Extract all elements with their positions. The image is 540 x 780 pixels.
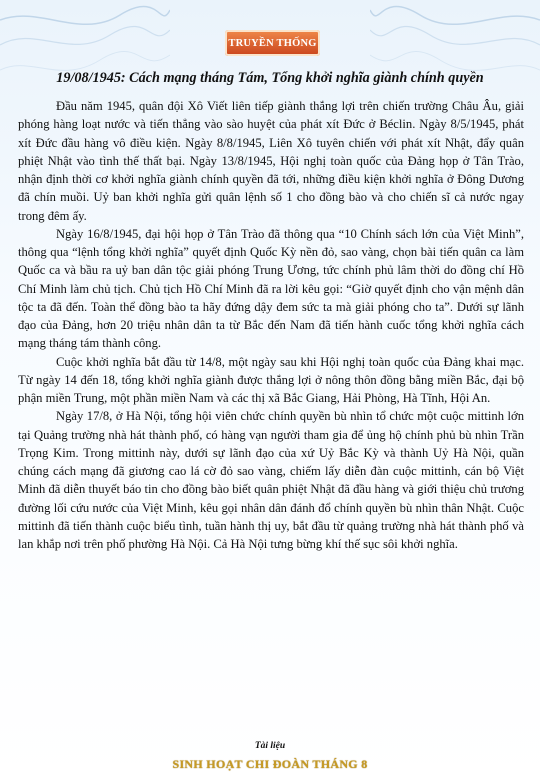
section-banner — [225, 30, 320, 56]
article-paragraph: Ngày 16/8/1945, đại hội họp ở Tân Trào đã thông qua “10 Chính sách lớn của Việt Minh”, thông qua “lệnh tổng khởi nghĩa” quyết định Quốc Kỳ nền đỏ, sao vàng, chọn bài tiến quân ca làm Quốc ca và bầu ra uỷ ban dân tộc giải phóng Trung Ương, tức chính phủ lâm thời do đồng chí Hồ Chí Minh làm chủ tịch. Chủ tịch Hồ Chí Minh đã ra lời kêu gọi: “Giờ quyết định cho vận mệnh dân tộc ta đã đến. Toàn thể đồng bào ta hãy đứng dậy đem sức ta mà giải phóng cho ta”. Dưới sự lãnh đạo của Đảng, hơn 20 triệu nhân dân ta từ Bắc đến Nam đã tiến hành cuốc tổng khởi nghĩa cách mạng tháng tám thành công. — [18, 226, 524, 351]
article-title: 19/08/1945: Cách mạng tháng Tám, Tổng khởi nghĩa giành chính quyền — [56, 70, 484, 86]
footer-source-label: Tài liệu — [254, 741, 286, 751]
article-paragraph: Ngày 17/8, ở Hà Nội, tổng hội viên chức chính quyền bù nhìn tổ chức một cuộc mittinh lớn tại Quảng trường nhà hát thành phố, có hàng vạn người tham gia để ủng hộ chính phủ bù nhìn Trần Trọng Kim. Trong mittinh này, dưới sự lãnh đạo của xứ Uỷ Bắc Kỳ và thành Uỷ Hà Nội, quần chúng cách mạng đã giương cao lá cờ đỏ sao vàng, chiếm lấy diễn đàn cuộc mittinh, cán bộ Việt Minh đã diễn thuyết báo tin cho đồng bào biết quân phiệt Nhật đã đầu hàng và giới thiệu chủ trương đường lối cứu nước của Việt Minh, kêu gọi nhân dân đánh đổ chính quyền bù nhìn thân Nhật. Cuộc mittinh đã tiến thành cuộc biểu tình, tuần hành thị uy, bắt đầu từ quảng trường nhà hát thành phố và lan khắp nơi trên phố phường Hà Nội. Cả Hà Nội tưng bừng khí thế sục sôi khởi nghĩa. — [18, 409, 524, 551]
footer-brand: SINH HOẠT CHI ĐOÀN THÁNG 8 — [172, 757, 368, 771]
section-banner-label: TRUYỀN THỐNG — [228, 37, 317, 49]
article-paragraph: Cuộc khởi nghĩa bắt đầu từ 14/8, một ngày sau khi Hội nghị toàn quốc của Đảng khai mạc. Từ ngày 14 đến 18, tổng khởi nghĩa giành được thắng lợi ở nông thôn đồng bằng miền Bắc, đại bộ phận miền Trung, một phần miền Nam và các thị xã Bắc Giang, Hải Phòng, Hà Tĩnh, Hội An. — [18, 354, 524, 405]
article-body — [18, 97, 524, 553]
article-paragraph: Đầu năm 1945, quân đội Xô Viết liên tiếp giành thắng lợi trên chiến trường Châu Âu, giải phóng hàng loạt nước và tiến thẳng vào sào huyệt của phát xít Đức ở Béclin. Ngày 8/5/1945, phát xít Đức đầu hàng vô điều kiện. Ngày 8/8/1945, Liên Xô tuyên chiến với phát xít Nhật, đẩy quân phiệt Nhật vào tình thế thất bại. Ngày 13/8/1945, Hội nghị toàn quốc của Đảng họp ở Tân Trào, nhận định thời cơ khởi nghĩa giành chính quyền đã tới, những điều kiện khởi nghĩa ở Đông Dương đã chín muồi. Uỷ ban khởi nghĩa gửi quân lệnh số 1 cho đồng bào và cho chiến sĩ cả nước ngay trong đêm ấy. — [18, 99, 524, 223]
